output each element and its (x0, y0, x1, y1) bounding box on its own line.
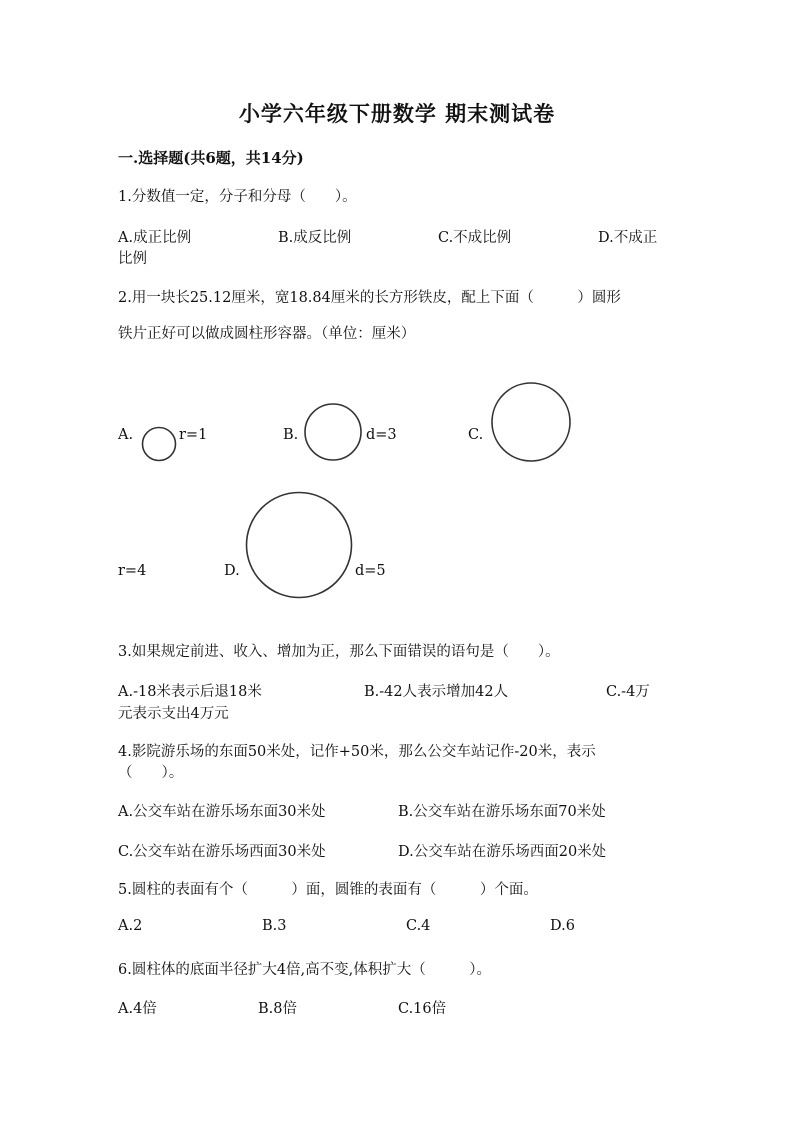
q5-stem: 5.圆柱的表面有个（ ）面，圆锥的表面有（ ）个面。 (118, 882, 538, 898)
q6-option-b[interactable]: B.8倍 (258, 1001, 297, 1017)
page-title: 小学六年级下册数学 期末测试卷 (238, 101, 556, 126)
q4-stem-line1: 4.影院游乐场的东面50米处，记作+50米，那么公交车站记作-20米，表示 (118, 744, 596, 760)
section-heading: 一.选择题(共6题，共14分) (118, 149, 304, 167)
q2-option-c-label[interactable]: C. (468, 427, 484, 443)
q1-stem: 1.分数值一定，分子和分母（ ）。 (118, 189, 357, 205)
circle-c (492, 383, 570, 461)
q4-option-d[interactable]: D.公交车站在游乐场西面20米处 (398, 844, 607, 860)
q6-option-c[interactable]: C.16倍 (398, 1001, 447, 1017)
q3-option-a[interactable]: A.-18米表示后退18米 (118, 684, 262, 700)
q2-option-d-measure: d=5 (355, 563, 386, 579)
q2-option-a-measure: r=1 (179, 427, 208, 443)
q1-option-d-wrap: 比例 (118, 251, 147, 267)
q5-option-a[interactable]: A.2 (118, 918, 143, 934)
q5-option-b[interactable]: B.3 (262, 918, 287, 934)
q1-option-a[interactable]: A.成正比例 (118, 230, 192, 246)
q6-stem: 6.圆柱体的底面半径扩大4倍,高不变,体积扩大（ ）。 (118, 962, 492, 978)
q2-stem-line1: 2.用一块长25.12厘米，宽18.84厘米的长方形铁皮，配上下面（ ）圆形 (118, 290, 621, 306)
q3-option-c-wrap: 元表示支出4万元 (118, 706, 229, 722)
q2-option-d-label[interactable]: D. (224, 563, 240, 579)
q4-stem-line2: （ ）。 (118, 765, 184, 781)
q2-stem-line2: 铁片正好可以做成圆柱形容器。（单位：厘米） (118, 326, 416, 342)
q5-option-c[interactable]: C.4 (406, 918, 431, 934)
q5-option-d[interactable]: D.6 (550, 918, 575, 934)
circle-d (247, 493, 352, 598)
q4-option-b[interactable]: B.公交车站在游乐场东面70米处 (398, 804, 606, 820)
q1-option-d[interactable]: D.不成正 (598, 230, 658, 246)
q6-option-a[interactable]: A.4倍 (118, 1001, 157, 1017)
q4-option-a[interactable]: A.公交车站在游乐场东面30米处 (118, 804, 326, 820)
q1-option-c[interactable]: C.不成比例 (438, 230, 512, 246)
circle-b (305, 404, 361, 460)
circle-a (143, 428, 176, 461)
q4-option-c[interactable]: C.公交车站在游乐场西面30米处 (118, 844, 326, 860)
q3-option-c[interactable]: C.-4万 (606, 684, 650, 700)
q3-option-b[interactable]: B.-42人表示增加42人 (364, 684, 509, 700)
q3-stem: 3.如果规定前进、收入、增加为正，那么下面错误的语句是（ ）。 (118, 644, 560, 660)
q1-option-b[interactable]: B.成反比例 (278, 230, 352, 246)
q2-option-c-measure: r=4 (118, 563, 147, 579)
q2-option-b-label[interactable]: B. (283, 427, 299, 443)
q2-option-b-measure: d=3 (366, 427, 397, 443)
q2-option-a-label[interactable]: A. (118, 427, 134, 443)
